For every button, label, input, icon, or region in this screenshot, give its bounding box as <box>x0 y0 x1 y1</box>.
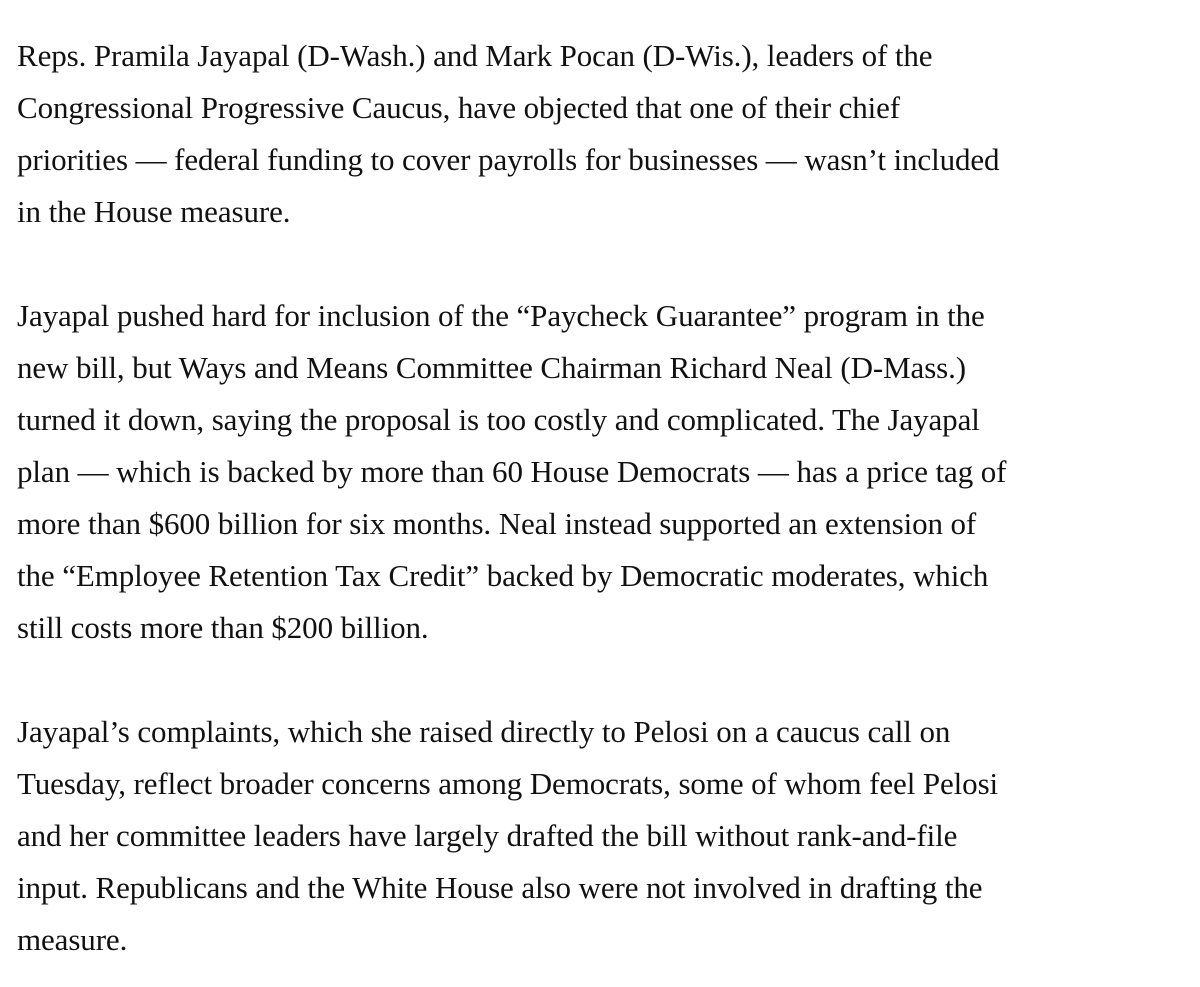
text-line: more than $600 billion for six months. Neal instead supported an extension of <box>17 506 977 541</box>
article-body <box>17 30 1187 966</box>
text-line: priorities — federal funding to cover payrolls for businesses — wasn’t included <box>17 142 1000 177</box>
paragraph-1 <box>17 30 1187 238</box>
text-line: still costs more than $200 billion. <box>17 610 429 645</box>
text-line: turned it down, saying the proposal is too costly and complicated. The Jayapal <box>17 402 980 437</box>
text-line: plan — which is backed by more than 60 House Democrats — has a price tag of <box>17 454 1007 489</box>
paragraph-3 <box>17 706 1187 966</box>
text-line: measure. <box>17 922 128 957</box>
text-line: input. Republicans and the White House also were not involved in drafting the <box>17 870 983 905</box>
text-line: and her committee leaders have largely drafted the bill without rank-and-file <box>17 818 958 853</box>
text-line: Tuesday, reflect broader concerns among Democrats, some of whom feel Pelosi <box>17 766 999 801</box>
text-line: Jayapal pushed hard for inclusion of the “Paycheck Guarantee” program in the <box>17 298 985 333</box>
text-line: Congressional Progressive Caucus, have objected that one of their chief <box>17 90 901 125</box>
text-line: the “Employee Retention Tax Credit” backed by Democratic moderates, which <box>17 558 989 593</box>
text-line: in the House measure. <box>17 194 291 229</box>
text-line: Jayapal’s complaints, which she raised directly to Pelosi on a caucus call on <box>17 714 951 749</box>
text-line: new bill, but Ways and Means Committee Chairman Richard Neal (D-Mass.) <box>17 350 967 385</box>
paragraph-2 <box>17 290 1187 654</box>
text-line: Reps. Pramila Jayapal (D-Wash.) and Mark Pocan (D-Wis.), leaders of the <box>17 38 933 73</box>
